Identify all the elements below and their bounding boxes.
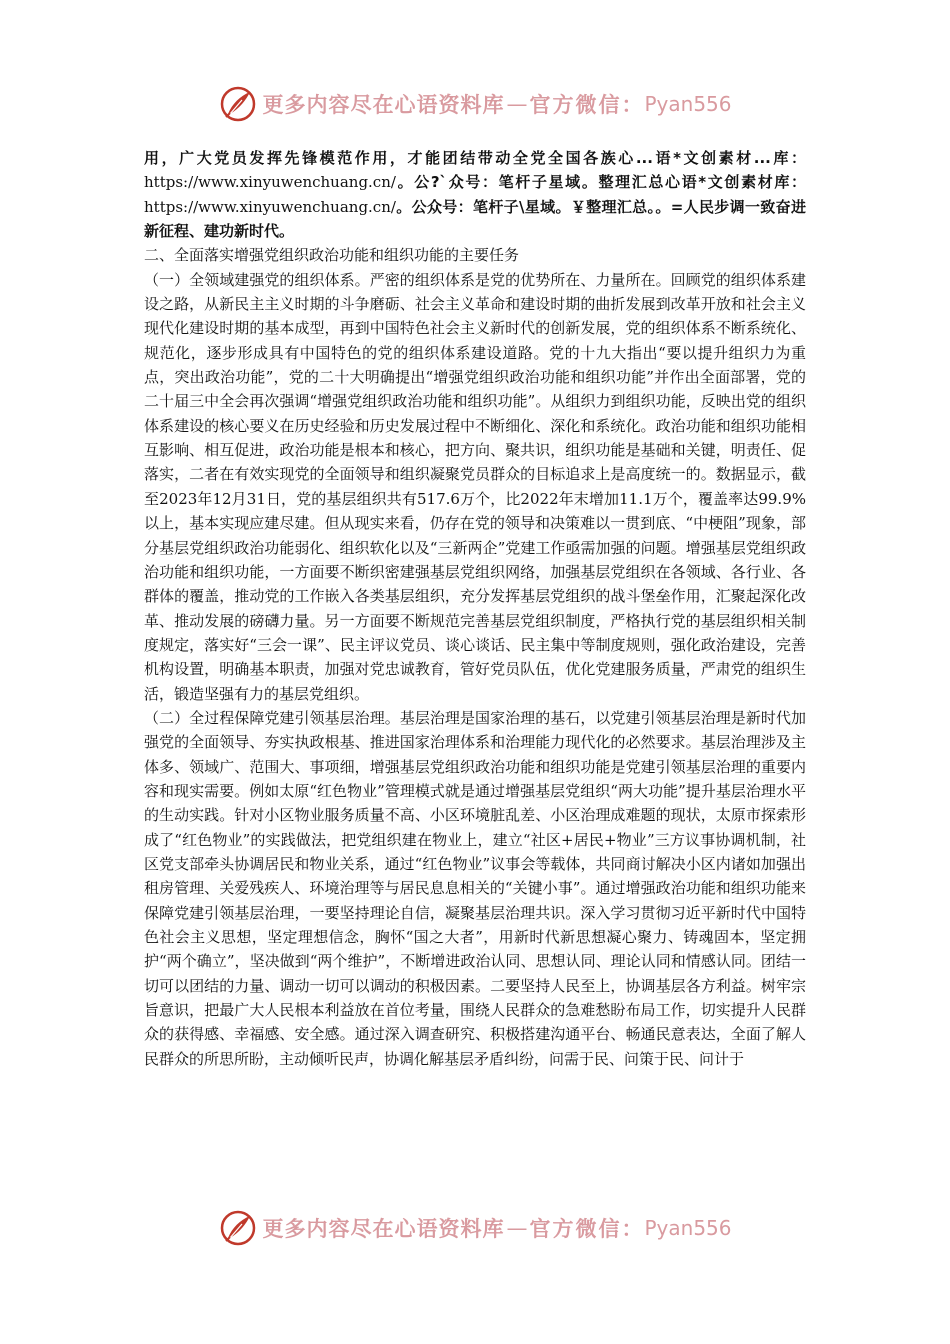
document-body — [144, 146, 806, 1071]
intro-text-2: 。公?`众号：笔杆子星域。整理汇总心语*文创素材库： — [395, 173, 806, 192]
banner-separator: — — [506, 92, 528, 116]
intro-url-2: https://www.xinyuwenchuang.cn/ — [144, 197, 396, 216]
banner-wechat-label: 官方微信： — [529, 1216, 645, 1241]
intro-paragraph — [144, 146, 806, 243]
banner-wechat-id: Pyan556 — [644, 92, 732, 116]
banner-wechat-label: 官方微信： — [529, 92, 645, 117]
intro-text-3: 。公众号：笔杆子\星域。￥整理汇总。。=人民步调一致奋进新征程、建功新时代。 — [144, 197, 806, 241]
feather-pen-icon — [218, 84, 258, 124]
banner-wechat-id: Pyan556 — [644, 1216, 732, 1240]
banner-title: 更多内容尽在心语资料库 — [262, 92, 505, 117]
footer-banner — [0, 1208, 950, 1248]
intro-url-1: https://www.xinyuwenchuang.cn/ — [144, 173, 396, 192]
banner-separator: — — [506, 1216, 528, 1240]
paragraph-1: （一）全领域建强党的组织体系。严密的组织体系是党的优势所在、力量所在。回顾党的组织体系建设之路，从新民主主义时期的斗争磨砺、社会主义革命和建设时期的曲折发展到改革开放和社会主义现代化建设时期的基本成型，再到中国特色社会主义新时代的创新发展，党的组织体系不断系统化、规范化，逐步形成具有中国特色的党的组织体系建设道路。党的十九大指出“要以提升组织力为重点，突出政治功能”，党的二十大明确提出“增强党组织政治功能和组织功能”并作出全面部署，党的二十届三中全会再次强调“增强党组织政治功能和组织功能”。从组织力到组织功能，反映出党的组织体系建设的核心要义在历史经验和历史发展过程中不断细化、深化和系统化。政治功能和组织功能相互影响、相互促进，政治功能是根本和核心，把方向、聚共识，组织功能是基础和关键，明责任、促落实，二者在有效实现党的全面领导和组织凝聚党员群众的目标追求上是高度统一的。数据显示，截至2023年12月31日，党的基层组织共有517.6万个，比2022年末增加11.1万个，覆盖率达99.9%以上，基本实现应建尽建。但从现实来看，仍存在党的领导和决策难以一贯到底、“中梗阻”现象，部分基层党组织政治功能弱化、组织软化以及“三新两企”党建工作亟需加强的问题。增强基层党组织政治功能和组织功能，一方面要不断织密建强基层党组织网络，加强基层党组织在各领域、各行业、各群体的覆盖，推动党的工作嵌入各类基层组织，充分发挥基层党组织的战斗堡垒作用，汇聚起深化改革、推动发展的磅礴力量。另一方面要不断规范完善基层党组织制度，严格执行党的基层组织相关制度规定，落实好“三会一课”、民主评议党员、谈心谈话、民主集中等制度规则，强化政治建设，完善机构设置，明确基本职责，加强对党忠诚教育，管好党员队伍，优化党建服务质量，严肃党的组织生活，锻造坚强有力的基层党组织。 — [144, 270, 806, 703]
feather-pen-icon — [218, 1208, 258, 1248]
section-heading: 二、全面落实增强党组织政治功能和组织功能的主要任务 — [144, 246, 520, 265]
header-banner — [0, 84, 950, 124]
paragraph-2: （二）全过程保障党建引领基层治理。基层治理是国家治理的基石，以党建引领基层治理是新时代加强党的全面领导、夯实执政根基、推进国家治理体系和治理能力现代化的必然要求。基层治理涉及主体多、领域广、范围大、事项细，增强基层党组织政治功能和组织功能是党建引领基层治理的重要内容和现实需要。例如太原“红色物业”管理模式就是通过增强基层党组织“两大功能”提升基层治理水平的生动实践。针对小区物业服务质量不高、小区环境脏乱差、小区治理成难题的现状，太原市探索形成了“红色物业”的实践做法，把党组织建在物业上，建立“社区+居民+物业”三方议事协调机制，社区党支部牵头协调居民和物业关系，通过“红色物业”议事会等载体，共同商讨解决小区内诸如加强出租房管理、关爱残疾人、环境治理等与居民息息相关的“关键小事”。通过增强政治功能和组织功能来保障党建引领基层治理，一要坚持理论自信，凝聚基层治理共识。深入学习贯彻习近平新时代中国特色社会主义思想，坚定理想信念，胸怀“国之大者”，用新时代新思想凝心聚力、铸魂固本，坚定拥护“两个确立”，坚决做到“两个维护”，不断增进政治认同、思想认同、理论认同和情感认同。团结一切可以团结的力量、调动一切可以调动的积极因素。二要坚持人民至上，协调基层各方利益。树牢宗旨意识，把最广大人民根本利益放在首位考量，围绕人民群众的急难愁盼布局工作，切实提升人民群众的获得感、幸福感、安全感。通过深入调查研究、积极搭建沟通平台、畅通民意表达，全面了解人民群众的所思所盼，主动倾听民声，协调化解基层矛盾纠纷，问需于民、问策于民、问计于 — [144, 708, 806, 1068]
intro-text-1: 用，广大党员发挥先锋模范作用，才能团结带动全党全国各族心...语*文创素材...库： — [144, 149, 806, 167]
banner-title: 更多内容尽在心语资料库 — [262, 1216, 505, 1241]
